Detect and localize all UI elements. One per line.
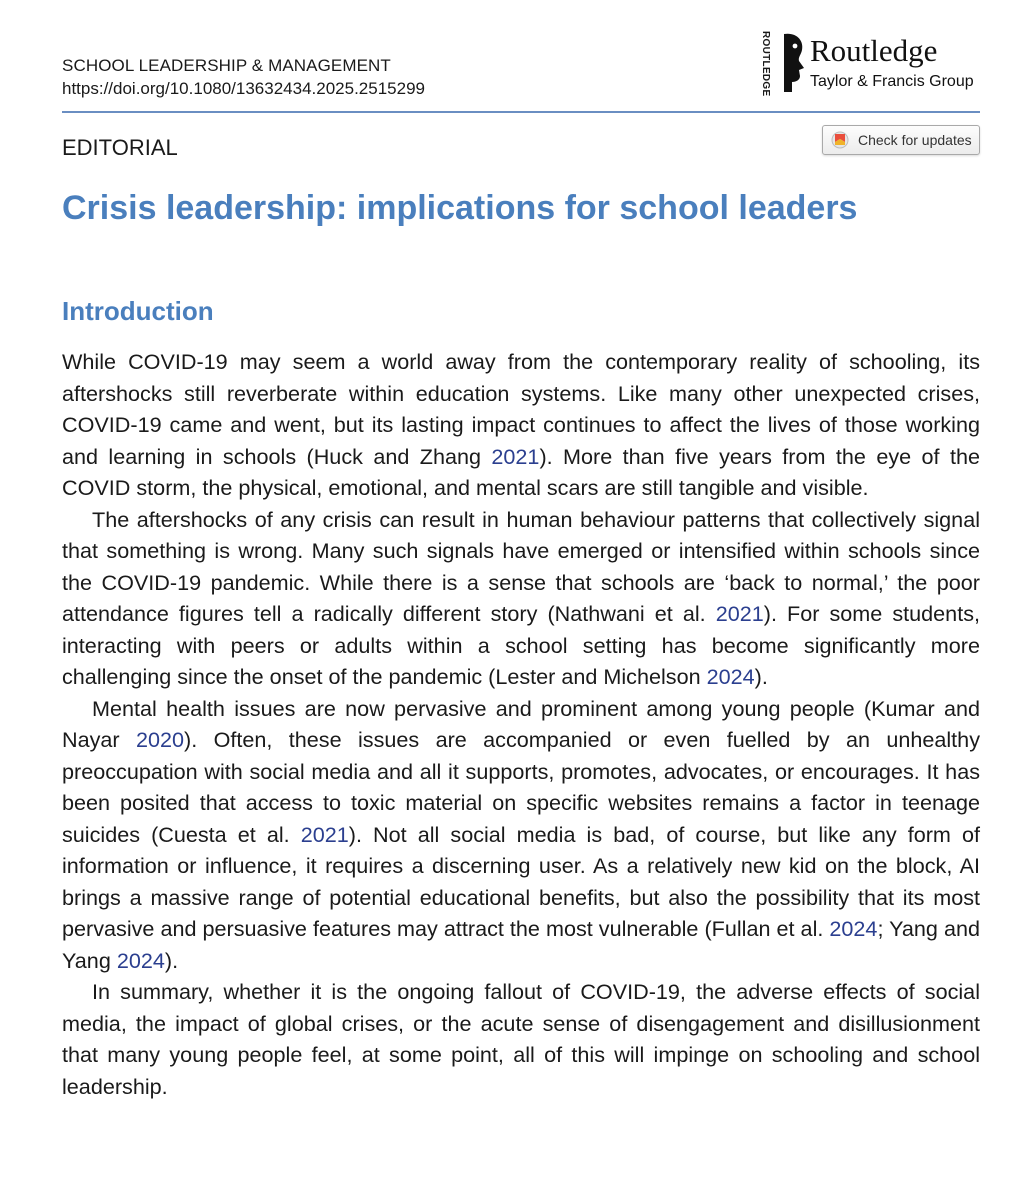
publisher-stamp: ROUTLEDGE bbox=[760, 31, 771, 97]
paragraph-text: ). Often, these issues are accompanied or even fuelled by an unhealthy preoccupation with social media and all it supports, promotes, advocates, or encourages. It has been posited that access to toxic material on specific websites remains a factor in teenage suicides (Cuesta et al. bbox=[62, 727, 980, 847]
crossmark-icon bbox=[830, 131, 850, 154]
citation-year-link[interactable]: 2024 bbox=[706, 664, 755, 689]
paragraph-text: ). bbox=[754, 664, 768, 689]
check-for-updates-label: Check for updates bbox=[858, 132, 972, 148]
article-type: EDITORIAL bbox=[62, 135, 178, 160]
paragraph-text: ). bbox=[164, 947, 179, 973]
paragraph-text: In summary, whether it is the ongoing fallout of COVID-19, the adverse effects of social media, the impact of global crises, or the acute sense of disengagement and disillusionment that many young people feel, at some point, all of this will impinge on schooling and school leadership. bbox=[62, 979, 980, 1099]
publisher-group: Taylor & Francis Group bbox=[810, 73, 974, 90]
citation-year-link[interactable]: 2024 bbox=[829, 916, 878, 941]
paragraph-text: The aftershocks of any crisis can result in human behaviour patterns that collectively signal that something is wrong. Many such signals have emerged or intensified within schools since the COVID-19 pandemic. While there is a sense that schools are ‘back to normal,’ the poor attendance figures tell a radically different story (Nathwani et al. bbox=[62, 506, 980, 626]
paragraph-text: Mental health issues are now pervasive and prominent among young people (Kumar and Nayar bbox=[62, 695, 980, 752]
paragraph-3 bbox=[62, 693, 980, 977]
citation-year-link[interactable]: 2021 bbox=[300, 821, 349, 847]
header-divider bbox=[62, 111, 980, 113]
citation-year-link[interactable]: 2024 bbox=[116, 947, 165, 973]
citation-year-link[interactable]: 2021 bbox=[491, 443, 540, 469]
journal-name: SCHOOL LEADERSHIP & MANAGEMENT bbox=[62, 56, 391, 75]
paragraph-4 bbox=[62, 976, 980, 1102]
publisher-name: Routledge bbox=[810, 33, 938, 68]
paragraph-text: ). More than five years from the eye of the COVID storm, the physical, emotional, and mental scars are still tangible and visible. bbox=[62, 443, 980, 500]
paragraph-text: ). For some students, interacting with peers or adults within a school setting has become significantly more challenging since the onset of the pandemic (Lester and Michelson bbox=[62, 601, 980, 689]
paragraph-text: While COVID-19 may seem a world away from the contemporary reality of schooling, its aftershocks still reverberate within education systems. Like many other unexpected crises, COVID-19 came and went, but its lasting impact continues to affect the lives of those working and learning in schools (Huck and Zhang bbox=[62, 349, 980, 469]
doi-link[interactable]: https://doi.org/10.1080/13632434.2025.2515299 bbox=[62, 79, 425, 98]
publisher-logo[interactable] bbox=[754, 30, 984, 102]
paragraph-1 bbox=[62, 346, 980, 504]
article-body bbox=[62, 346, 980, 1102]
paragraph-text: ; Yang and Yang bbox=[62, 916, 980, 973]
paragraph-2 bbox=[62, 504, 980, 693]
citation-year-link[interactable]: 2021 bbox=[715, 601, 764, 626]
article-title: Crisis leadership: implications for school leaders bbox=[62, 189, 858, 227]
citation-year-link[interactable]: 2020 bbox=[135, 727, 185, 752]
routledge-head-icon bbox=[780, 30, 808, 99]
paragraph-text: ). Not all social media is bad, of course, but like any form of information or influence, it requires a discerning user. As a relatively new kid on the block, AI brings a massive range of potential educational benefits, but also the possibility that its most pervasive and persuasive features may attract the most vulnerable (Fullan et al. bbox=[62, 821, 980, 941]
section-heading: Introduction bbox=[62, 296, 214, 326]
check-for-updates-button[interactable] bbox=[822, 125, 980, 155]
